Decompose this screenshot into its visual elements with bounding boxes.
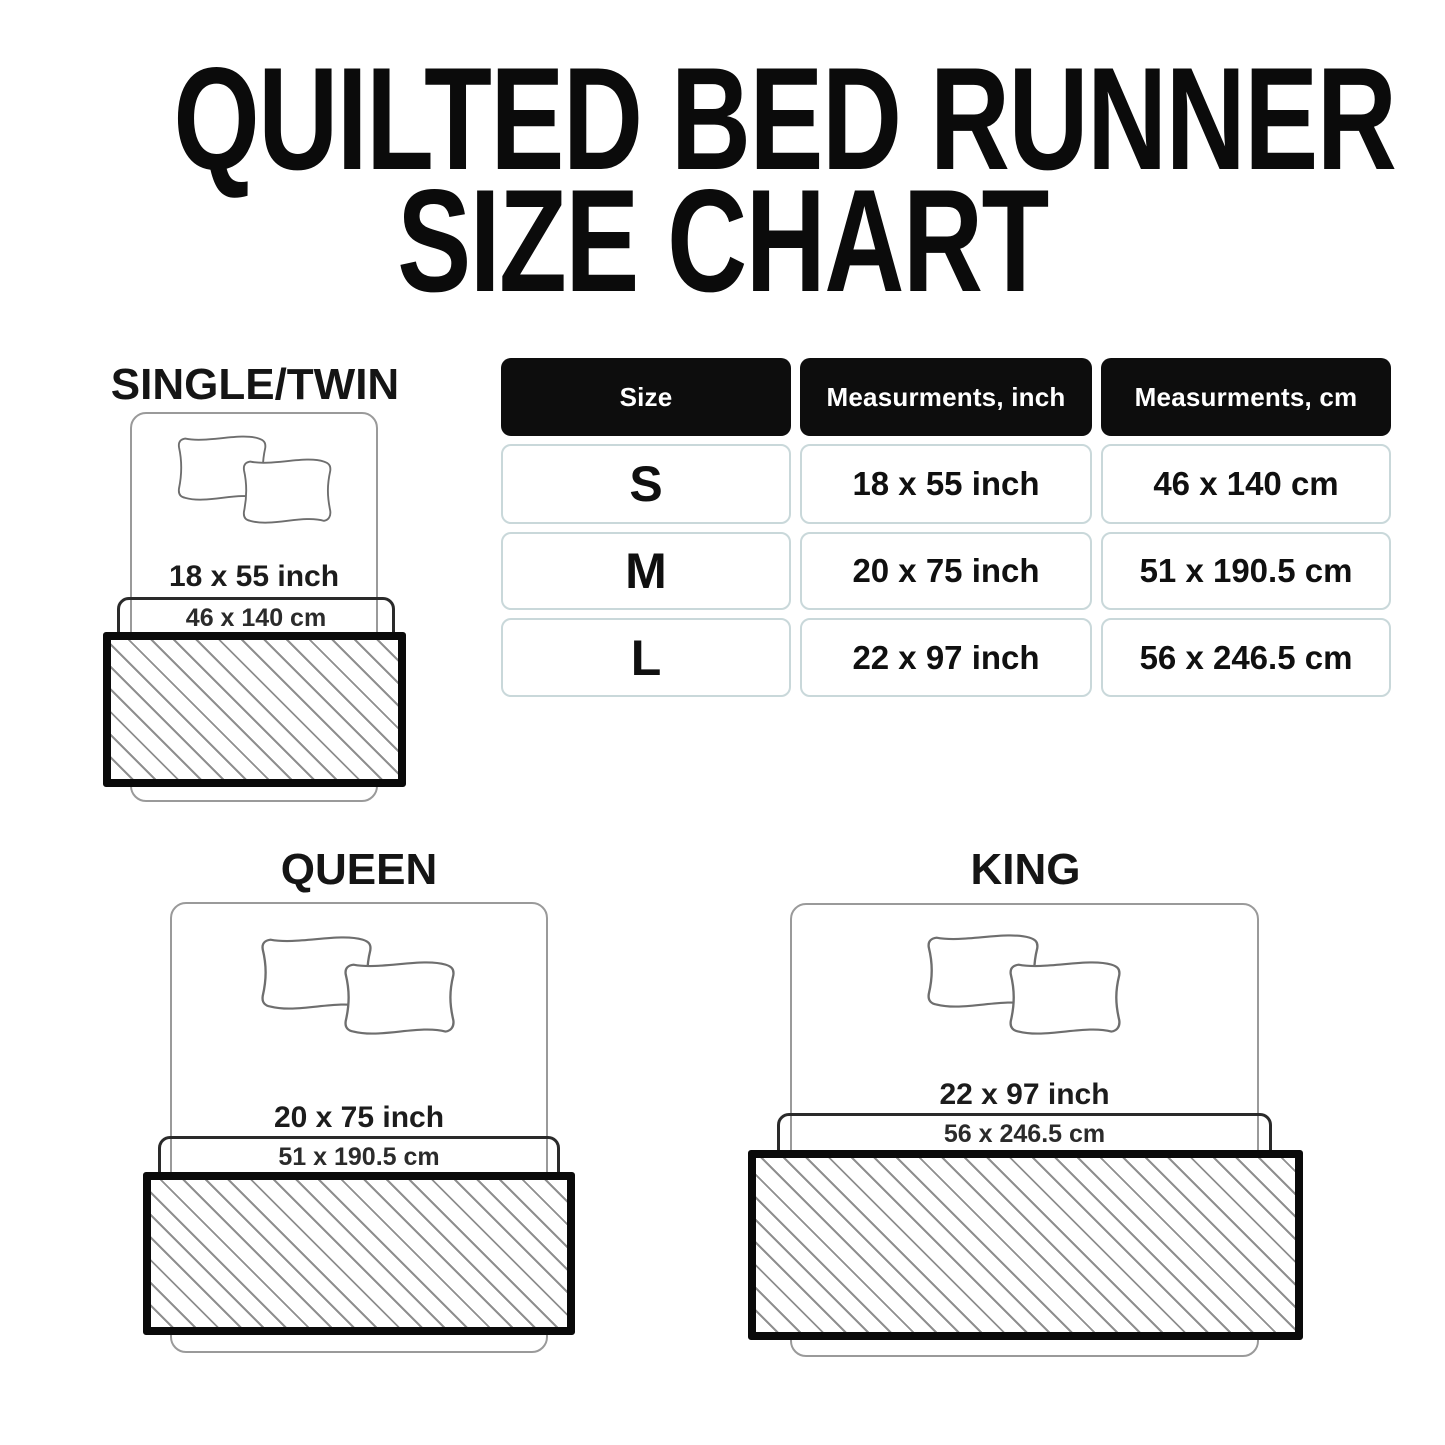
pillow-icon bbox=[1002, 955, 1129, 1043]
table-cell-size-m: M bbox=[501, 532, 791, 610]
runner-size-inch-label: 22 x 97 inch bbox=[939, 1078, 1110, 1111]
bed-runner-hatched bbox=[143, 1172, 575, 1335]
page-title-line-1: QUILTED BED RUNNER bbox=[173, 37, 1396, 200]
runner-size-cm-label: 51 x 190.5 cm bbox=[278, 1143, 440, 1171]
diagram-king bbox=[748, 845, 1303, 1370]
diagram-queen-label: QUEEN bbox=[280, 845, 438, 894]
diagram-queen bbox=[143, 845, 575, 1370]
page-title-line-2: SIZE CHART bbox=[397, 159, 1048, 322]
table-header-size: Size bbox=[501, 358, 791, 436]
table-cell-cm-l: 56 x 246.5 cm bbox=[1101, 618, 1391, 697]
table-cell-inch-l: 22 x 97 inch bbox=[800, 618, 1092, 697]
diagram-single-twin bbox=[95, 360, 415, 810]
bed-runner-hatched bbox=[103, 632, 406, 787]
bed-runner-hatched bbox=[748, 1150, 1303, 1340]
size-table bbox=[501, 358, 1391, 697]
page-title bbox=[173, 37, 1396, 322]
table-cell-cm-m: 51 x 190.5 cm bbox=[1101, 532, 1391, 610]
table-cell-size-l: L bbox=[501, 618, 791, 697]
runner-size-cm-label: 56 x 246.5 cm bbox=[943, 1120, 1106, 1148]
table-cell-inch-s: 18 x 55 inch bbox=[800, 444, 1092, 524]
pillow-icon bbox=[237, 453, 338, 531]
runner-size-cm-label: 46 x 140 cm bbox=[185, 604, 327, 632]
runner-size-inch-label: 18 x 55 inch bbox=[168, 560, 340, 593]
pillow-icon bbox=[337, 955, 463, 1043]
diagram-king-label: KING bbox=[970, 845, 1081, 894]
table-header-measurements-inch: Measurments, inch bbox=[800, 358, 1092, 436]
table-cell-size-s: S bbox=[501, 444, 791, 524]
table-header-measurements-cm: Measurments, cm bbox=[1101, 358, 1391, 436]
diagram-single-twin-label: SINGLE/TWIN bbox=[110, 360, 400, 409]
table-cell-cm-s: 46 x 140 cm bbox=[1101, 444, 1391, 524]
table-cell-inch-m: 20 x 75 inch bbox=[800, 532, 1092, 610]
runner-size-inch-label: 20 x 75 inch bbox=[273, 1101, 445, 1134]
